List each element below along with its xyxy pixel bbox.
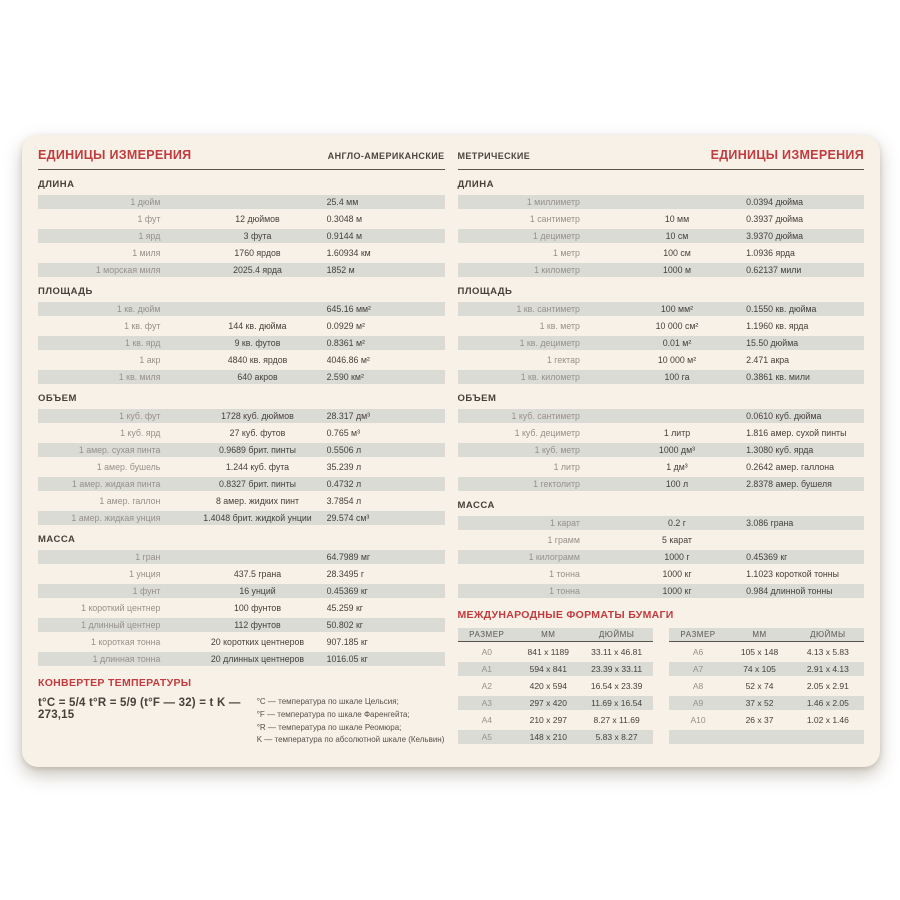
cell: A8	[692, 681, 704, 691]
cell: 4.13 x 5.83	[806, 647, 849, 657]
cell: 100 мм²	[660, 304, 694, 314]
cell: 1.46 x 2.05	[806, 698, 849, 708]
table-row	[38, 409, 445, 423]
cell: 0.3048 м	[326, 214, 362, 224]
table-row	[458, 246, 865, 260]
cell: 74 x 105	[743, 664, 776, 674]
table-row	[38, 618, 445, 632]
temperature-title: КОНВЕРТЕР ТЕМПЕРАТУРЫ	[38, 677, 192, 689]
table-row	[38, 263, 445, 277]
cell: 12 дюймов	[235, 214, 280, 224]
cell: 1 гектар	[546, 355, 580, 365]
table-row	[38, 652, 445, 666]
cell: 45.259 кг	[326, 603, 364, 613]
paper-table-a6-a10	[669, 628, 864, 747]
cell: 10 см	[665, 231, 689, 241]
temperature-body	[38, 696, 445, 747]
cell: 100 л	[665, 479, 689, 489]
cell: 0.8327 брит. пинты	[218, 479, 296, 489]
cell	[792, 730, 864, 744]
table-row	[458, 713, 653, 727]
table-row	[669, 730, 864, 744]
cell: 15.50 дюйма	[746, 338, 799, 348]
cell: 0.765 м³	[326, 428, 361, 438]
temperature-formula: t°C = 5/4 t°R = 5/9 (t°F — 32) = t K — 273,15	[38, 697, 241, 721]
note-reaumur: °R — температура по шкале Реомюра;	[256, 722, 402, 732]
table-row	[38, 319, 445, 333]
cell: 2.91 x 4.13	[806, 664, 849, 674]
cell: 1 фут	[137, 214, 161, 224]
cell: 1.02 x 1.46	[806, 715, 849, 725]
cell: 16 унций	[239, 586, 276, 596]
paper-formats-title: МЕЖДУНАРОДНЫЕ ФОРМАТЫ БУМАГИ	[457, 609, 674, 621]
cell: 1 амер. галлон	[99, 496, 161, 506]
section-title: ДЛИНА	[457, 179, 494, 190]
cell: 37 x 52	[745, 698, 774, 708]
table-row	[38, 195, 445, 209]
cell: 0.0610 куб. дюйма	[746, 411, 822, 421]
table-row	[458, 336, 865, 350]
table-row	[38, 246, 445, 260]
cell: 0.62137 мили	[746, 265, 802, 275]
cell: 64.7989 мг	[326, 552, 371, 562]
cell: 10 мм	[664, 214, 690, 224]
cell: 52 x 74	[745, 681, 774, 691]
col-header-inches: ДЮЙМЫ	[810, 630, 846, 639]
cell: 1 куб. сантиметр	[511, 411, 580, 421]
cell: 1 грамм	[547, 535, 580, 545]
cell: A6	[692, 647, 704, 657]
section-title: ОБЪЕМ	[38, 393, 77, 404]
cell: 2025.4 ярда	[233, 265, 282, 275]
cell: 1 дюйм	[130, 197, 161, 207]
table-row	[38, 601, 445, 615]
cell: A5	[481, 732, 492, 742]
cell: 1 миллиметр	[526, 197, 580, 207]
cell: 1 миля	[132, 248, 161, 258]
cell: 1 длинная тонна	[92, 654, 161, 664]
cell: 29.574 см³	[326, 513, 370, 523]
cell	[188, 302, 326, 316]
table-row	[458, 229, 865, 243]
right-page-header	[458, 148, 865, 170]
cell: 1 амер. жидкая унция	[71, 513, 161, 523]
section-title: МАССА	[457, 500, 495, 511]
units-table-length-metric	[458, 195, 865, 277]
table-row	[458, 353, 865, 367]
cell: 0.9689 брит. пинты	[218, 445, 296, 455]
note-celsius: °C — температура по шкале Цельсия;	[256, 697, 399, 706]
cell: 3 фута	[243, 231, 272, 241]
section-length-metric	[458, 179, 865, 277]
table-row	[38, 477, 445, 491]
cell: 26 x 37	[745, 715, 774, 725]
cell: 112 фунтов	[234, 620, 281, 630]
cell: 1000 кг	[662, 586, 692, 596]
cell: 1.0936 ярда	[746, 248, 795, 258]
note-kelvin: K — температура по абсолютной шкале (Кельвин)	[256, 735, 445, 745]
cell: 5 карат	[662, 535, 692, 545]
cell	[608, 195, 746, 209]
cell: 50.802 кг	[326, 620, 364, 630]
table-row	[458, 662, 653, 676]
paper-table-header	[458, 628, 653, 642]
cell: 1 кв. дюйм	[116, 304, 161, 314]
col-header-inches: ДЮЙМЫ	[598, 630, 635, 639]
cell: 35.239 л	[326, 462, 362, 472]
cell: 1000 м	[662, 265, 692, 275]
table-row	[458, 195, 865, 209]
units-table-volume-anglo	[38, 409, 445, 525]
table-row	[669, 696, 864, 710]
cell: 1 сантиметр	[529, 214, 580, 224]
table-row	[38, 212, 445, 226]
table-row	[458, 212, 865, 226]
cell: 0.45369 кг	[746, 552, 788, 562]
cell: 1 унция	[129, 569, 161, 579]
cell: 1 куб. дециметр	[514, 428, 580, 438]
cell: 1 килограмм	[528, 552, 580, 562]
table-row	[458, 584, 865, 598]
cell: 1 литр	[663, 428, 691, 438]
cell: 1 кв. дециметр	[519, 338, 580, 348]
cell: 645.16 мм²	[326, 304, 371, 314]
cell: 1 карат	[549, 518, 580, 528]
cell: 3.086 грана	[746, 518, 794, 528]
cell: 1.3080 куб. ярда	[746, 445, 814, 455]
cell: 1 километр	[534, 265, 580, 275]
cell: 10 000 см²	[655, 321, 699, 331]
cell: 0.9144 м	[326, 231, 362, 241]
cell: A0	[481, 647, 492, 657]
cell	[608, 409, 746, 423]
cell: 100 га	[664, 372, 690, 382]
cell: 1 короткий центнер	[81, 603, 161, 613]
cell: 1 кв. сантиметр	[516, 304, 580, 314]
section-area-metric	[458, 286, 865, 384]
table-row	[38, 370, 445, 384]
cell: 841 x 1189	[527, 647, 569, 657]
section-title: ДЛИНА	[38, 179, 75, 190]
cell: 20 коротких центнеров	[210, 637, 305, 647]
cell: 1 гектолитр	[533, 479, 580, 489]
cell: 0.2642 амер. галлона	[746, 462, 834, 472]
cell: 0.2 г	[668, 518, 686, 528]
section-length-anglo	[38, 179, 445, 277]
table-row	[458, 302, 865, 316]
cell: 0.1550 кв. дюйма	[746, 304, 817, 314]
cell: 1 куб. метр	[534, 445, 580, 455]
cell: 10 000 м²	[657, 355, 697, 365]
cell: 2.471 акра	[746, 355, 790, 365]
cell: 1 кв. миля	[118, 372, 161, 382]
cell: 1 дециметр	[533, 231, 580, 241]
cell: 1 гран	[135, 552, 161, 562]
cell: 1 длинный центнер	[81, 620, 161, 630]
units-table-length-anglo	[38, 195, 445, 277]
cell: 3.7854 л	[326, 496, 362, 506]
section-area-anglo	[38, 286, 445, 384]
cell	[746, 533, 864, 547]
table-row	[458, 533, 865, 547]
col-header-size: РАЗМЕР	[680, 630, 716, 639]
cell	[727, 730, 791, 744]
table-row	[38, 460, 445, 474]
table-row	[669, 662, 864, 676]
cell: A7	[692, 664, 704, 674]
cell: 1 короткая тонна	[91, 637, 161, 647]
table-row	[38, 426, 445, 440]
cell: 1.816 амер. сухой пинты	[746, 428, 847, 438]
cell: 11.69 x 16.54	[591, 698, 643, 708]
right-page	[458, 148, 865, 755]
units-table-volume-metric	[458, 409, 865, 491]
cell: 28.3495 г	[326, 569, 365, 579]
cell: 2.8378 амер. бушеля	[746, 479, 832, 489]
cell: 1000 дм³	[658, 445, 696, 455]
cell: 4046.86 м²	[326, 355, 370, 365]
cell: 0.45369 кг	[326, 586, 368, 596]
cell: A2	[481, 681, 492, 691]
table-row	[458, 696, 653, 710]
cell: 420 x 594	[529, 681, 567, 691]
cell: 1000 г	[664, 552, 690, 562]
table-row	[458, 477, 865, 491]
cell: 1 кв. фут	[124, 321, 161, 331]
cell: 0.8361 м²	[326, 338, 365, 348]
units-table-area-metric	[458, 302, 865, 384]
cell: 1000 кг	[662, 569, 692, 579]
cell: A10	[690, 715, 706, 725]
cell: 144 кв. дюйма	[228, 321, 287, 331]
cell: 1760 ярдов	[234, 248, 281, 258]
table-row	[458, 319, 865, 333]
cell	[188, 195, 326, 209]
paper-rows-a6-a10	[669, 645, 864, 744]
section-title: ОБЪЕМ	[457, 393, 497, 404]
cell: 2.05 x 2.91	[806, 681, 849, 691]
cell: 1 тонна	[549, 569, 580, 579]
table-row	[458, 370, 865, 384]
cell: 9 кв. футов	[234, 338, 281, 348]
temperature-converter	[38, 677, 445, 747]
section-mass-anglo	[38, 534, 445, 666]
cell: 1.60934 км	[326, 248, 371, 258]
cell: 0.4732 л	[326, 479, 362, 489]
cell: 1852 м	[326, 265, 355, 275]
cell: 594 x 841	[529, 664, 567, 674]
cell	[188, 550, 326, 564]
cell: 2.590 км²	[326, 372, 364, 382]
cell: 1.1023 короткой тонны	[746, 569, 839, 579]
cell: 23.39 x 33.11	[591, 664, 643, 674]
cell: 16.54 x 23.39	[590, 681, 643, 691]
section-title: ПЛОЩАДЬ	[38, 286, 93, 297]
table-row	[38, 443, 445, 457]
cell: 1 морская миля	[95, 265, 161, 275]
cell: 0.3861 кв. мили	[746, 372, 810, 382]
cell: 1 метр	[552, 248, 580, 258]
col-header-size: РАЗМЕР	[469, 630, 505, 639]
cell: 1 амер. сухая пинта	[78, 445, 161, 455]
cell: 1.4048 брит. жидкой унции	[203, 513, 312, 523]
units-table-mass-anglo	[38, 550, 445, 666]
cell: 8.27 x 11.69	[593, 715, 640, 725]
table-row	[38, 550, 445, 564]
cell: 640 акров	[237, 372, 278, 382]
page-title: ЕДИНИЦЫ ИЗМЕРЕНИЯ	[710, 148, 864, 162]
table-row	[38, 353, 445, 367]
cell	[669, 730, 728, 744]
cell: 3.9370 дюйма	[746, 231, 804, 241]
left-page	[38, 148, 445, 755]
cell: 0.0929 м²	[326, 321, 365, 331]
table-row	[458, 679, 653, 693]
table-row	[38, 584, 445, 598]
cell: 1728 куб. дюймов	[221, 411, 294, 421]
table-row	[38, 567, 445, 581]
cell: A4	[481, 715, 492, 725]
note-fahrenheit: °F — температура по шкале Фаренгейта;	[256, 709, 410, 719]
cell: 1 амер. жидкая пинта	[72, 479, 161, 489]
section-volume-anglo	[38, 393, 445, 525]
table-row	[458, 645, 653, 659]
cell: 1 кв. ярд	[125, 338, 161, 348]
cell: 100 фунтов	[233, 603, 281, 613]
cell: 1 литр	[553, 462, 580, 472]
cell: 105 x 148	[740, 647, 779, 657]
section-title: ПЛОЩАДЬ	[457, 286, 513, 297]
cell: 1 куб. ярд	[120, 428, 161, 438]
paper-formats	[458, 609, 865, 747]
cell: 0.5506 л	[326, 445, 362, 455]
system-label-anglo-american: АНГЛО-АМЕРИКАНСКИЕ	[327, 151, 445, 161]
paper-tables	[458, 628, 865, 747]
cell: 210 x 297	[529, 715, 567, 725]
table-row	[458, 550, 865, 564]
cell: 1 кв. метр	[539, 321, 580, 331]
cell: 0.3937 дюйма	[746, 214, 804, 224]
cell: 20 длинных центнеров	[210, 654, 305, 664]
planner-units-page	[22, 135, 880, 767]
units-table-area-anglo	[38, 302, 445, 384]
cell: 5.83 x 8.27	[595, 732, 638, 742]
cell: 1 кв. километр	[520, 372, 580, 382]
cell: 437.5 грана	[233, 569, 282, 579]
table-row	[458, 516, 865, 530]
cell: 297 x 420	[529, 698, 567, 708]
table-row	[669, 645, 864, 659]
cell: A1	[481, 664, 492, 674]
cell: 1 ярд	[138, 231, 161, 241]
cell: 25.4 мм	[326, 197, 359, 207]
cell: 1 амер. бушель	[96, 462, 161, 472]
cell: 0.984 длинной тонны	[746, 586, 833, 596]
cell: 1 тонна	[549, 586, 580, 596]
paper-table-header	[669, 628, 864, 642]
table-row	[669, 713, 864, 727]
paper-rows-a0-a5	[458, 645, 653, 744]
cell: 1 фунт	[132, 586, 161, 596]
cell: 148 x 210	[529, 732, 567, 742]
table-row	[38, 635, 445, 649]
cell: 1.1960 кв. ярда	[746, 321, 809, 331]
cell: 907.185 кг	[326, 637, 368, 647]
cell: 27 куб. футов	[229, 428, 286, 438]
cell: 1 акр	[139, 355, 161, 365]
cell: A9	[692, 698, 704, 708]
table-row	[38, 494, 445, 508]
section-volume-metric	[458, 393, 865, 491]
table-row	[669, 679, 864, 693]
cell: 8 амер. жидких пинт	[215, 496, 300, 506]
table-row	[458, 443, 865, 457]
cell: 1.244 куб. фута	[225, 462, 290, 472]
table-row	[38, 302, 445, 316]
cell: 1 дм³	[666, 462, 688, 472]
table-row	[458, 730, 653, 744]
table-row	[458, 426, 865, 440]
table-row	[458, 263, 865, 277]
cell: 0.0394 дюйма	[746, 197, 804, 207]
system-label-metric: МЕТРИЧЕСКИЕ	[457, 151, 531, 161]
cell: 28.317 дм³	[326, 411, 371, 421]
col-header-mm: ММ	[541, 630, 556, 639]
cell: 1 куб. фут	[119, 411, 161, 421]
page-title: ЕДИНИЦЫ ИЗМЕРЕНИЯ	[38, 148, 192, 162]
temperature-notes	[257, 696, 445, 747]
cell: 1016.05 кг	[326, 654, 368, 664]
cell: 0.01 м²	[662, 338, 692, 348]
table-row	[458, 567, 865, 581]
table-row	[458, 409, 865, 423]
table-row	[38, 511, 445, 525]
cell: 33.11 x 46.81	[591, 647, 643, 657]
section-title: МАССА	[38, 534, 76, 545]
cell: 4840 кв. ярдов	[227, 355, 288, 365]
table-row	[38, 229, 445, 243]
table-row	[38, 336, 445, 350]
section-mass-metric	[458, 500, 865, 598]
table-row	[458, 460, 865, 474]
paper-table-a0-a5	[458, 628, 653, 747]
units-table-mass-metric	[458, 516, 865, 598]
cell: 100 см	[663, 248, 691, 258]
col-header-mm: ММ	[752, 630, 767, 639]
cell: A3	[481, 698, 492, 708]
left-page-header	[38, 148, 445, 170]
